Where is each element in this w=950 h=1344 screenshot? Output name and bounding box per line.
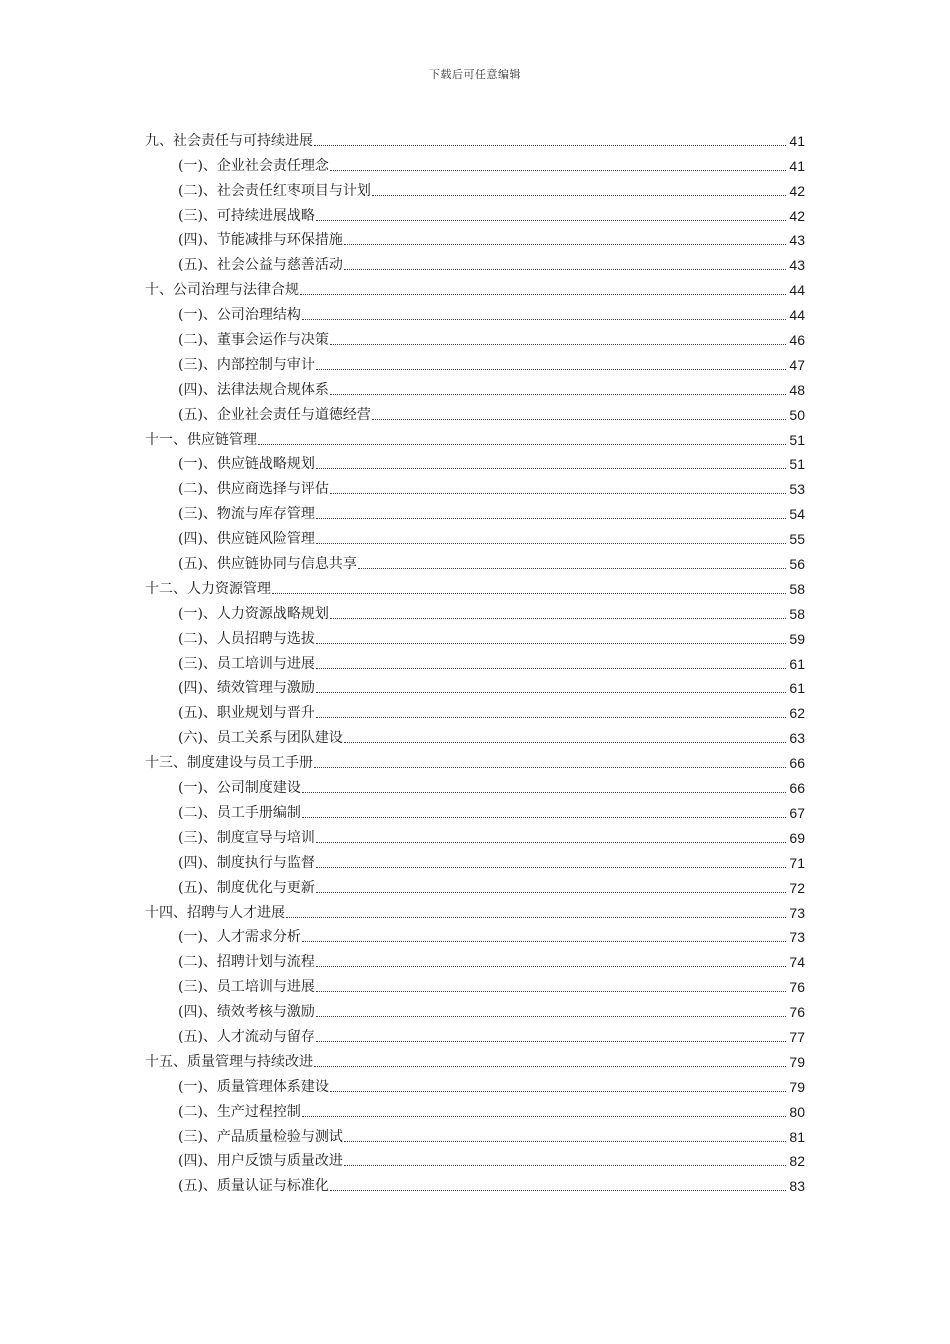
toc-section-entry[interactable] xyxy=(145,772,805,797)
toc-section-entry[interactable] xyxy=(145,1021,805,1046)
dot-leader xyxy=(316,966,786,967)
toc-page-number: 43 xyxy=(789,257,805,274)
dot-leader xyxy=(258,444,786,445)
toc-entry-title: 十、公司治理与法律合规 xyxy=(145,282,299,299)
toc-entry-title: (四)、绩效考核与激励 xyxy=(178,1004,315,1021)
toc-page-number: 77 xyxy=(789,1028,805,1045)
toc-entry-title: (二)、董事会运作与决策 xyxy=(178,332,329,349)
toc-page-number: 55 xyxy=(789,531,805,548)
toc-page-number: 76 xyxy=(789,979,805,996)
toc-entry-title: (一)、人力资源战略规划 xyxy=(178,605,329,622)
toc-page-number: 81 xyxy=(789,1128,805,1145)
toc-entry-title: 十四、招聘与人才进展 xyxy=(145,904,285,921)
toc-section-entry[interactable] xyxy=(145,1146,805,1171)
toc-entry-title: (三)、员工培训与进展 xyxy=(178,655,315,672)
toc-page-number: 83 xyxy=(789,1178,805,1195)
toc-page-number: 72 xyxy=(789,879,805,896)
toc-entry-title: (二)、生产过程控制 xyxy=(178,1103,301,1120)
toc-section-entry[interactable] xyxy=(145,623,805,648)
toc-page-number: 56 xyxy=(789,556,805,573)
dot-leader xyxy=(302,319,786,320)
toc-entry-title: (一)、企业社会责任理念 xyxy=(178,157,329,174)
toc-entry-title: (三)、制度宣导与培训 xyxy=(178,829,315,846)
toc-entry-title: 十三、制度建设与员工手册 xyxy=(145,755,313,772)
toc-entry-title: (一)、质量管理体系建设 xyxy=(178,1078,329,1095)
toc-page-number: 67 xyxy=(789,804,805,821)
toc-chapter-entry[interactable] xyxy=(145,747,805,772)
toc-entry-title: (五)、社会公益与慈善活动 xyxy=(178,257,343,274)
toc-section-entry[interactable] xyxy=(145,1071,805,1096)
toc-page-number: 63 xyxy=(789,730,805,747)
toc-chapter-entry[interactable] xyxy=(145,1046,805,1071)
dot-leader xyxy=(316,1041,786,1042)
toc-entry-title: (三)、员工培训与进展 xyxy=(178,979,315,996)
toc-page-number: 61 xyxy=(789,680,805,697)
dot-leader xyxy=(316,369,786,370)
toc-entry-title: (四)、法律法规合规体系 xyxy=(178,381,329,398)
toc-page-number: 66 xyxy=(789,780,805,797)
toc-entry-title: (四)、节能减排与环保措施 xyxy=(178,232,343,249)
toc-section-entry[interactable] xyxy=(145,399,805,424)
toc-page-number: 82 xyxy=(789,1153,805,1170)
toc-page-number: 59 xyxy=(789,630,805,647)
dot-leader xyxy=(316,543,786,544)
toc-entry-title: 十一、供应链管理 xyxy=(145,431,257,448)
toc-page-number: 74 xyxy=(789,954,805,971)
toc-section-entry[interactable] xyxy=(145,548,805,573)
dot-leader xyxy=(316,220,786,221)
toc-entry-title: (一)、供应链战略规划 xyxy=(178,456,315,473)
toc-entry-title: (三)、物流与库存管理 xyxy=(178,506,315,523)
toc-entry-title: (二)、人员招聘与选拔 xyxy=(178,630,315,647)
toc-entry-title: (三)、产品质量检验与测试 xyxy=(178,1128,343,1145)
toc-page-number: 48 xyxy=(789,381,805,398)
toc-page-number: 41 xyxy=(789,157,805,174)
toc-page-number: 61 xyxy=(789,655,805,672)
toc-section-entry[interactable] xyxy=(145,648,805,673)
toc-page-number: 44 xyxy=(789,282,805,299)
toc-page-number: 62 xyxy=(789,705,805,722)
toc-section-entry[interactable] xyxy=(145,449,805,474)
toc-section-entry[interactable] xyxy=(145,150,805,175)
dot-leader xyxy=(316,1016,786,1017)
toc-page-number: 79 xyxy=(789,1078,805,1095)
toc-entry-title: (四)、供应链风险管理 xyxy=(178,531,315,548)
toc-page-number: 42 xyxy=(789,207,805,224)
toc-entry-title: (六)、员工关系与团队建设 xyxy=(178,730,343,747)
toc-section-entry[interactable] xyxy=(145,473,805,498)
toc-section-entry[interactable] xyxy=(145,697,805,722)
toc-page-number: 54 xyxy=(789,506,805,523)
toc-entry-title: (一)、公司制度建设 xyxy=(178,780,301,797)
toc-entry-title: (二)、供应商选择与评估 xyxy=(178,481,329,498)
toc-section-entry[interactable] xyxy=(145,797,805,822)
dot-leader xyxy=(344,742,786,743)
dot-leader xyxy=(314,1066,786,1067)
toc-page-number: 71 xyxy=(789,854,805,871)
toc-entry-title: (四)、制度执行与监督 xyxy=(178,854,315,871)
dot-leader xyxy=(372,419,786,420)
toc-section-entry[interactable] xyxy=(145,175,805,200)
toc-page-number: 51 xyxy=(789,456,805,473)
dot-leader xyxy=(316,518,786,519)
toc-chapter-entry[interactable] xyxy=(145,125,805,150)
toc-entry-title: 九、社会责任与可持续进展 xyxy=(145,132,313,149)
dot-leader xyxy=(314,145,786,146)
dot-leader xyxy=(330,344,786,345)
dot-leader xyxy=(330,618,786,619)
dot-leader xyxy=(344,244,786,245)
toc-page-number: 46 xyxy=(789,332,805,349)
toc-section-entry[interactable] xyxy=(145,1170,805,1195)
toc-chapter-entry[interactable] xyxy=(145,274,805,299)
dot-leader xyxy=(302,941,786,942)
dot-leader xyxy=(330,394,786,395)
toc-section-entry[interactable] xyxy=(145,922,805,947)
dot-leader xyxy=(344,269,786,270)
toc-entry-title: (二)、社会责任红枣项目与计划 xyxy=(178,182,371,199)
toc-section-entry[interactable] xyxy=(145,324,805,349)
toc-entry-title: (二)、员工手册编制 xyxy=(178,804,301,821)
dot-leader xyxy=(344,1165,786,1166)
toc-page-number: 66 xyxy=(789,755,805,772)
dot-leader xyxy=(314,767,786,768)
toc-section-entry[interactable] xyxy=(145,374,805,399)
toc-section-entry[interactable] xyxy=(145,523,805,548)
dot-leader xyxy=(316,468,786,469)
toc-entry-title: (四)、绩效管理与激励 xyxy=(178,680,315,697)
toc-section-entry[interactable] xyxy=(145,200,805,225)
toc-entry-title: (五)、职业规划与晋升 xyxy=(178,705,315,722)
toc-section-entry[interactable] xyxy=(145,1096,805,1121)
toc-entry-title: (一)、人才需求分析 xyxy=(178,929,301,946)
dot-leader xyxy=(316,668,786,669)
dot-leader xyxy=(316,991,786,992)
toc-page-number: 73 xyxy=(789,929,805,946)
toc-page-number: 58 xyxy=(789,605,805,622)
toc-page-number: 69 xyxy=(789,829,805,846)
toc-section-entry[interactable] xyxy=(145,847,805,872)
toc-page-number: 73 xyxy=(789,904,805,921)
toc-section-entry[interactable] xyxy=(145,225,805,250)
dot-leader xyxy=(316,717,786,718)
dot-leader xyxy=(344,1141,786,1142)
toc-entry-title: (五)、人才流动与留存 xyxy=(178,1028,315,1045)
toc-page-number: 76 xyxy=(789,1004,805,1021)
toc-page-number: 51 xyxy=(789,431,805,448)
toc-section-entry[interactable] xyxy=(145,971,805,996)
toc-entry-title: (二)、招聘计划与流程 xyxy=(178,954,315,971)
dot-leader xyxy=(302,817,786,818)
toc-page-number: 47 xyxy=(789,356,805,373)
toc-entry-title: 十二、人力资源管理 xyxy=(145,580,271,597)
table-of-contents xyxy=(145,125,805,1195)
toc-page-number: 53 xyxy=(789,481,805,498)
toc-chapter-entry[interactable] xyxy=(145,897,805,922)
toc-entry-title: (五)、供应链协同与信息共享 xyxy=(178,556,357,573)
toc-page-number: 58 xyxy=(789,580,805,597)
toc-entry-title: (五)、企业社会责任与道德经营 xyxy=(178,406,371,423)
toc-entry-title: 十五、质量管理与持续改进 xyxy=(145,1053,313,1070)
toc-entry-title: (三)、可持续进展战略 xyxy=(178,207,315,224)
toc-chapter-entry[interactable] xyxy=(145,573,805,598)
toc-section-entry[interactable] xyxy=(145,872,805,897)
header-note: 下载后可任意编辑 xyxy=(429,68,521,81)
dot-leader xyxy=(372,195,786,196)
dot-leader xyxy=(330,493,786,494)
toc-entry-title: (四)、用户反馈与质量改进 xyxy=(178,1153,343,1170)
dot-leader xyxy=(358,568,786,569)
toc-page-number: 50 xyxy=(789,406,805,423)
toc-page-number: 79 xyxy=(789,1053,805,1070)
toc-section-entry[interactable] xyxy=(145,822,805,847)
toc-page-number: 80 xyxy=(789,1103,805,1120)
toc-section-entry[interactable] xyxy=(145,722,805,747)
toc-section-entry[interactable] xyxy=(145,996,805,1021)
toc-page-number: 44 xyxy=(789,307,805,324)
dot-leader xyxy=(316,643,786,644)
toc-page-number: 42 xyxy=(789,182,805,199)
toc-section-entry[interactable] xyxy=(145,598,805,623)
toc-section-entry[interactable] xyxy=(145,249,805,274)
dot-leader xyxy=(316,892,786,893)
toc-entry-title: (一)、公司治理结构 xyxy=(178,307,301,324)
toc-page-number: 43 xyxy=(789,232,805,249)
toc-page-number: 41 xyxy=(789,132,805,149)
dot-leader xyxy=(316,842,786,843)
toc-section-entry[interactable] xyxy=(145,946,805,971)
toc-entry-title: (三)、内部控制与审计 xyxy=(178,356,315,373)
dot-leader xyxy=(316,692,786,693)
dot-leader xyxy=(316,867,786,868)
dot-leader xyxy=(286,917,786,918)
dot-leader xyxy=(330,1091,786,1092)
toc-section-entry[interactable] xyxy=(145,349,805,374)
toc-section-entry[interactable] xyxy=(145,1121,805,1146)
toc-entry-title: (五)、制度优化与更新 xyxy=(178,879,315,896)
dot-leader xyxy=(272,593,786,594)
dot-leader xyxy=(330,170,786,171)
toc-chapter-entry[interactable] xyxy=(145,424,805,449)
toc-entry-title: (五)、质量认证与标准化 xyxy=(178,1178,329,1195)
toc-section-entry[interactable] xyxy=(145,673,805,698)
dot-leader xyxy=(330,1190,786,1191)
dot-leader xyxy=(300,294,786,295)
toc-section-entry[interactable] xyxy=(145,299,805,324)
dot-leader xyxy=(302,792,786,793)
toc-section-entry[interactable] xyxy=(145,498,805,523)
dot-leader xyxy=(302,1116,786,1117)
